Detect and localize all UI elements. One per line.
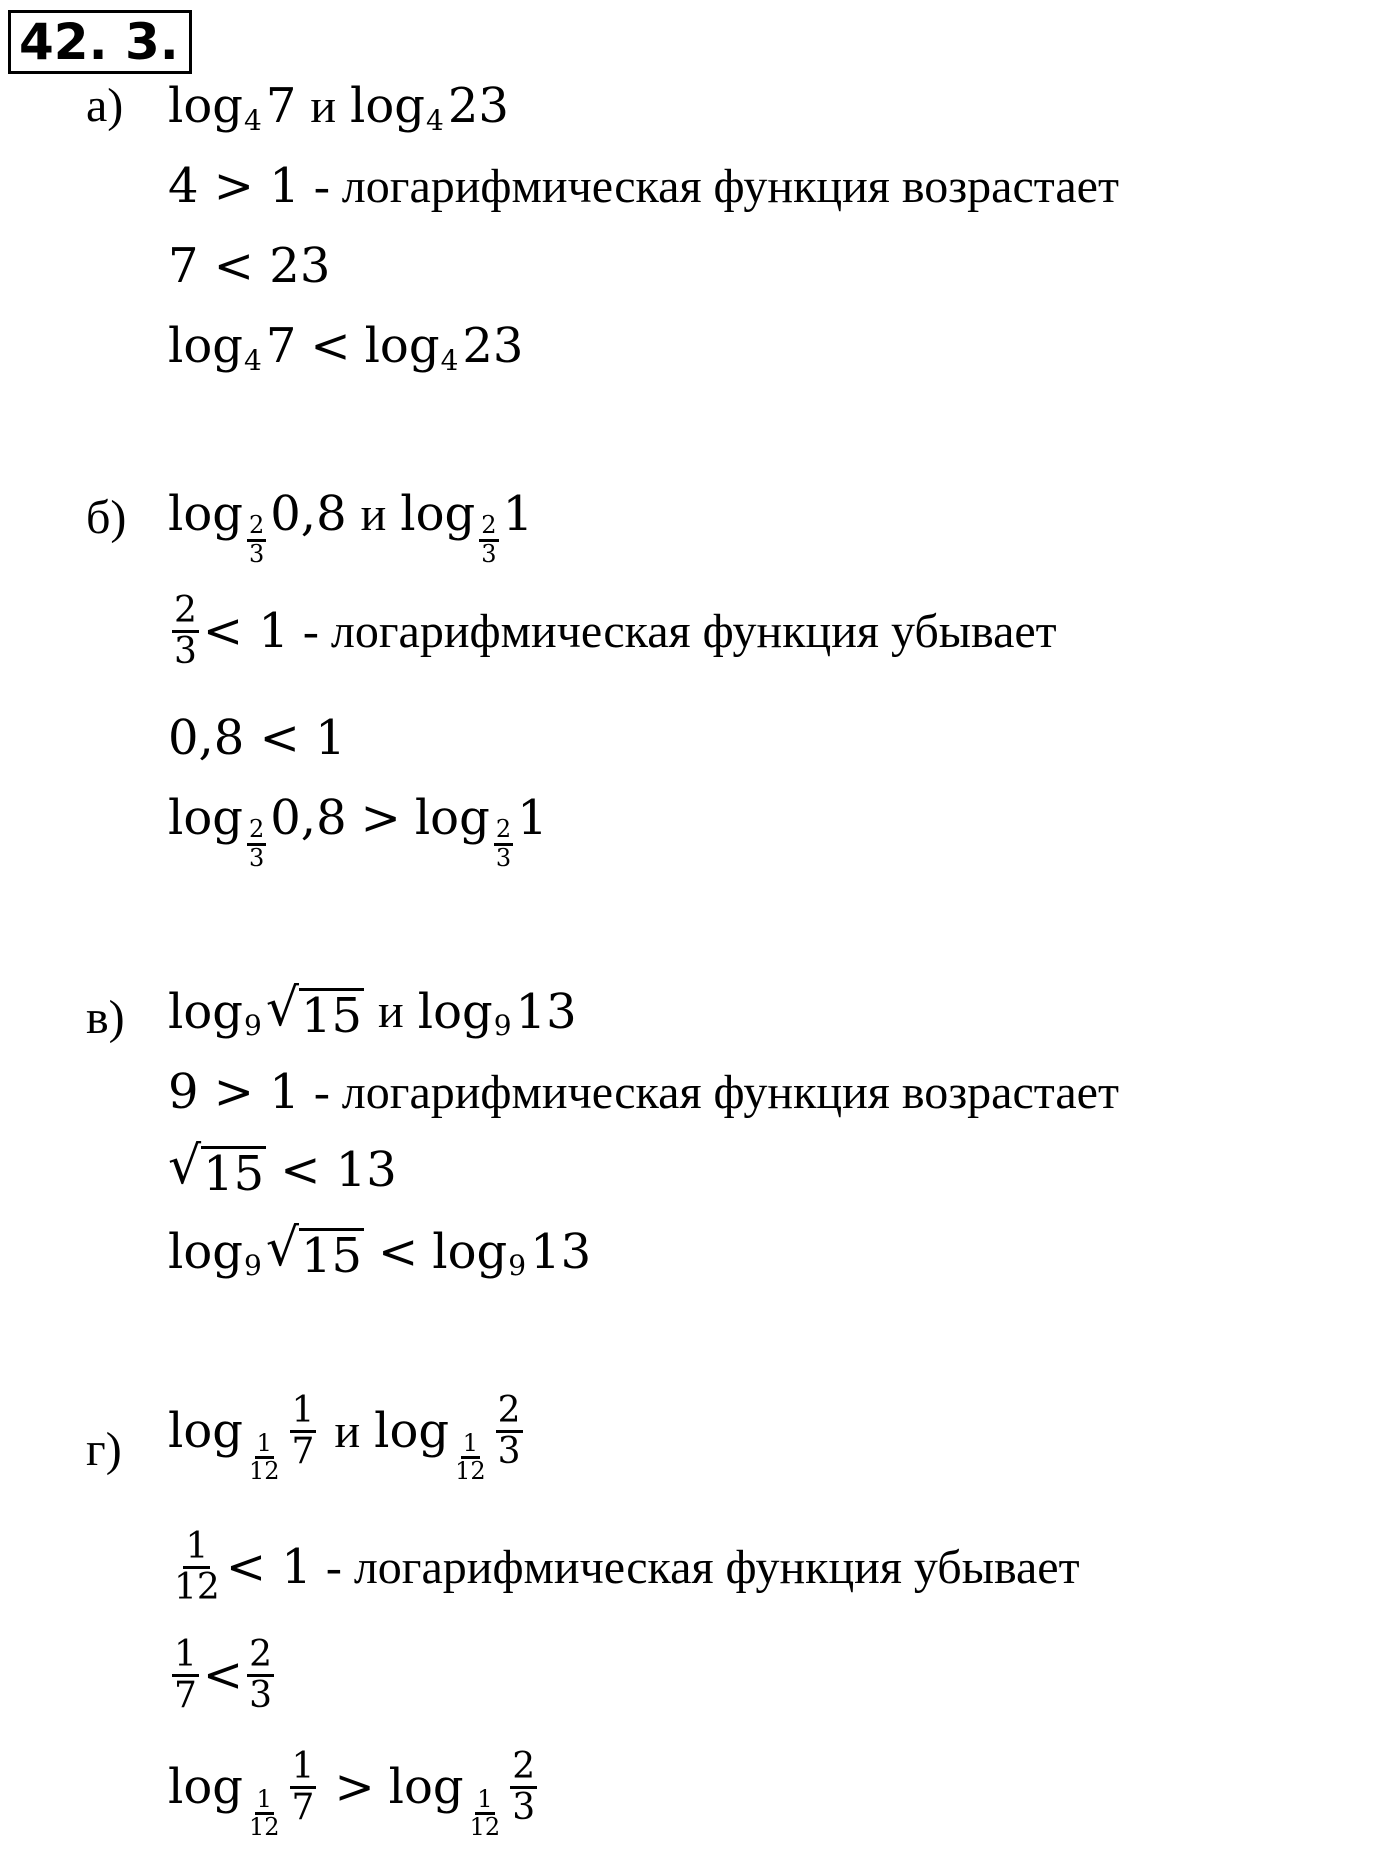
log-word: log (364, 318, 440, 374)
log-word: log (168, 78, 243, 134)
numerator: 1 (255, 1787, 274, 1815)
denominator: 3 (512, 1786, 536, 1828)
denominator: 3 (495, 843, 512, 872)
log-base-fraction (479, 513, 498, 566)
log-base-fraction (247, 1784, 282, 1841)
part-v-line3 (168, 1136, 397, 1202)
explanation-text: - логарифмическая функция убывает (302, 604, 1057, 658)
part-g-line2 (168, 1528, 1080, 1607)
numerator: 2 (497, 1390, 521, 1431)
conjunction: и (378, 985, 404, 1039)
relation-sign: < (310, 318, 351, 374)
conjunction: и (334, 1404, 361, 1458)
inequality: 7 < 23 (168, 238, 331, 294)
log-argument: 13 (530, 1223, 592, 1280)
log-base-fraction (247, 513, 266, 566)
part-b-line3 (168, 710, 346, 766)
log-argument: 0,8 (270, 790, 347, 846)
numerator: 2 (494, 817, 513, 845)
log-base: 4 (440, 343, 459, 377)
problem-number: 42. 3. (8, 10, 192, 74)
numerator: 1 (255, 1431, 274, 1459)
inequality: < 13 (280, 1141, 397, 1198)
denominator: 7 (291, 1430, 315, 1472)
numerator: 1 (174, 1634, 197, 1675)
numerator: 1 (291, 1390, 315, 1431)
conjunction: и (310, 79, 337, 133)
log-word: log (400, 486, 476, 542)
log-argument-fraction (510, 1748, 537, 1827)
part-b-label: б) (86, 491, 127, 544)
log-argument: 1 (502, 486, 534, 542)
log-word: log (168, 318, 243, 374)
log-base-fraction (453, 1428, 488, 1485)
log-argument: 1 (517, 790, 548, 846)
denominator: 3 (248, 539, 265, 568)
numerator: 2 (247, 817, 266, 845)
denominator: 7 (174, 1674, 197, 1716)
denominator: 12 (469, 1812, 501, 1841)
inequality: 4 > 1 (168, 158, 300, 214)
log-word: log (168, 1223, 243, 1280)
log-argument: 23 (447, 78, 509, 134)
inequality: < 1 (202, 603, 289, 660)
part-a-line2 (168, 158, 1119, 214)
log-argument: 7 (265, 78, 297, 134)
numerator: 1 (185, 1526, 209, 1567)
fraction (172, 592, 199, 671)
square-root: √ 15 (265, 978, 363, 1044)
part-v-label: в) (86, 991, 125, 1044)
part-g-line1 (168, 1390, 527, 1485)
numerator: 1 (461, 1431, 480, 1459)
square-root: √ 15 (265, 1218, 363, 1284)
part-a-label: а) (86, 79, 124, 132)
log-word: log (168, 1759, 243, 1816)
numerator: 2 (479, 513, 498, 541)
log-argument-fraction (290, 1392, 317, 1471)
inequality: 0,8 < 1 (168, 710, 346, 766)
log-argument: 0,8 (270, 486, 347, 542)
part-a-line4 (168, 318, 524, 377)
numerator: 2 (174, 590, 197, 631)
conjunction: и (360, 487, 387, 541)
denominator: 3 (481, 539, 497, 568)
denominator: 3 (497, 1430, 521, 1472)
denominator: 3 (174, 630, 197, 672)
denominator: 3 (249, 1674, 273, 1716)
part-v-line1 (168, 978, 577, 1044)
log-base: 9 (508, 1249, 527, 1283)
log-base-fraction (468, 1784, 503, 1841)
log-word: log (388, 1759, 464, 1816)
log-argument: 13 (515, 983, 577, 1040)
log-base-fraction (247, 817, 266, 870)
denominator: 3 (248, 843, 265, 872)
relation-sign: > (334, 1759, 375, 1816)
log-base-fraction (494, 817, 513, 870)
part-g-label: г) (86, 1423, 122, 1476)
log-base-fraction (247, 1428, 282, 1485)
log-argument-fraction (290, 1748, 317, 1827)
inequality: < 1 (225, 1539, 312, 1596)
denominator: 12 (174, 1566, 220, 1608)
numerator: 1 (291, 1746, 315, 1787)
log-base: 9 (493, 1009, 512, 1043)
numerator: 2 (247, 513, 266, 541)
inequality: 9 > 1 (168, 1064, 300, 1120)
numerator: 1 (475, 1787, 494, 1815)
denominator: 12 (455, 1456, 486, 1485)
part-b-line2 (168, 592, 1057, 671)
log-argument-fraction (496, 1392, 523, 1471)
square-root: √ 15 (168, 1136, 265, 1202)
log-word: log (432, 1223, 508, 1280)
denominator: 12 (248, 1812, 280, 1841)
log-base: 4 (426, 103, 444, 137)
fraction (172, 1528, 222, 1607)
part-g-line4 (168, 1746, 541, 1841)
radicand: 15 (300, 988, 363, 1044)
relation-sign: > (360, 790, 401, 846)
part-g-line3 (168, 1636, 278, 1715)
part-a-line1 (168, 78, 509, 137)
log-word: log (168, 790, 243, 846)
fraction (172, 1636, 199, 1715)
radicand: 15 (300, 1228, 363, 1284)
explanation-text: - логарифмическая функция возрастает (313, 1065, 1119, 1119)
log-word: log (168, 1403, 243, 1460)
radicand: 15 (203, 1146, 265, 1202)
part-v-line2 (168, 1064, 1119, 1120)
part-b-line4 (168, 790, 548, 872)
denominator: 7 (291, 1786, 315, 1828)
log-argument: 7 (265, 318, 297, 374)
numerator: 2 (512, 1746, 536, 1787)
log-word: log (374, 1403, 450, 1460)
explanation-text: - логарифмическая функция возрастает (313, 159, 1119, 213)
log-base: 9 (243, 1249, 262, 1283)
log-word: log (168, 486, 243, 542)
denominator: 12 (248, 1456, 280, 1485)
log-base: 4 (243, 103, 262, 137)
log-base: 4 (243, 343, 262, 377)
relation-sign: < (378, 1223, 419, 1280)
log-word: log (417, 983, 493, 1040)
explanation-text: - логарифмическая функция убывает (325, 1540, 1080, 1594)
part-a-line3 (168, 238, 330, 294)
fraction (247, 1636, 274, 1715)
log-base: 9 (243, 1009, 262, 1043)
log-word: log (350, 78, 426, 134)
numerator: 2 (249, 1634, 273, 1675)
log-word: log (168, 983, 243, 1040)
part-v-line4 (168, 1218, 592, 1284)
log-word: log (414, 790, 490, 846)
relation-sign: < (202, 1647, 244, 1704)
log-argument: 23 (462, 318, 524, 374)
part-b-line1 (168, 486, 534, 568)
